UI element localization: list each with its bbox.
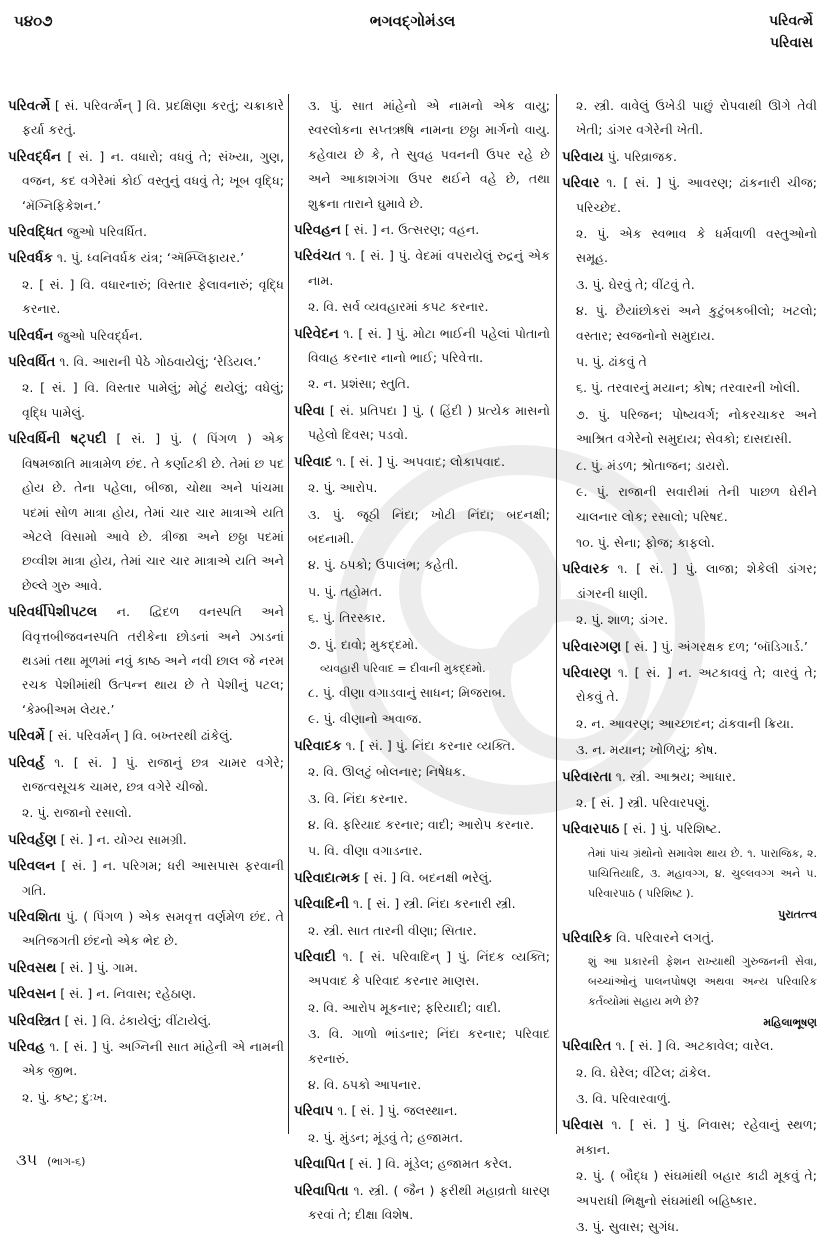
dictionary-entry (294, 734, 550, 758)
dictionary-entry (562, 635, 817, 659)
entry-headword: પરિવર્ધક (8, 250, 53, 267)
entry-sense: ૨. [ સં. ] વિ. વધારનારું; વિસ્તાર ફેલાવનારું; વૃદ્ધિ કરનાર. (22, 276, 284, 317)
entry-headword: પરિવારગણ (562, 638, 622, 655)
entry-headword: પરિવાદ (294, 453, 333, 470)
entry-definition: ૧. વિ. આરાની પેઠે ગોઠવાયેલું; ‘રેડિયલ.’ (59, 354, 262, 370)
entry-definition: ન. દ્વિદળ વનસ્પતિ અને વિવૃત્તબીજવનસ્પતિ તરીકેના છોડનાં અને ઝાડનાં થડમાં તથા મૂળમાં નવું કાષ્ઠ અને નવી છાલ જે નરમ રચક પેશીમાંથી ઉત્પન્ન થાય છે તે પેશીનું પટલ; ‘કેમ્બીઅમ લેયર.’ (22, 604, 284, 717)
entry-headword: પરિવદ્ધિત (8, 224, 63, 241)
dictionary-entry (8, 751, 284, 800)
entry-headword: પરિવારિત (562, 1038, 612, 1055)
column-middle (294, 94, 550, 1229)
entry-sense: ૩. પું. સુવાસ; સુગંધ. (576, 1219, 680, 1235)
entry-headword: પરિવર્હ (8, 754, 45, 771)
entry-headword: પરિવાદક (294, 737, 342, 754)
dictionary-entry (294, 945, 550, 994)
entry-definition: ૧. [ સં. ] પું. લાજા; શેકેલી ડાંગર; ડાંગરની ધાણી. (576, 561, 817, 601)
entry-definition: ૧. [ સં. ] ન. અટકાવવું તે; વારવું તે; રોકવું તે. (576, 664, 817, 705)
dictionary-entry (8, 145, 284, 218)
entry-sense: ૧૦. પું. સેના; ફોજ; કાફલો. (576, 534, 715, 550)
entry-definition: ૧. પું. ધ્વનિવર્ધક યંત્ર; ‘ઍમ્પ્લિફાયર.’ (56, 250, 245, 266)
entry-headword: પરિવર્ધિત (8, 354, 56, 371)
entry-headword: પરિવાદાત્મક (294, 869, 361, 886)
entry-sense: ૫. વિ. વીણા વગાડનાર. (308, 843, 423, 859)
entry-headword: પરિવહ (8, 1039, 45, 1056)
entry-headword: પરિવર્હણ (8, 831, 57, 848)
entry-definition: [ સં. ] ન. નિવાસ; રહેઠાણ. (60, 986, 197, 1002)
guide-words (769, 10, 813, 54)
entry-definition: ૧. [ સં. ] પું. અપવાદ; લોકાપવાદ. (336, 453, 505, 469)
dictionary-entry (8, 324, 284, 348)
entry-headword: પરિવાય (562, 148, 604, 165)
entry-definition: ૧. [ સં. ] પું. આવરણ; ઢાંકનારી ચીજ; પરિચ્છેદ. (576, 175, 817, 215)
entry-definition: [ સં. પરિવર્ત્મન્ ] વિ. પ્રદક્ષિણા કરતું; ચક્રાકારે ફર્યા કરતું. (22, 98, 284, 138)
entry-definition: ૧. [ સં. ] પું. વેદમાં વપરાયેલું રુદ્રનું એક નામ. (308, 248, 550, 288)
entry-sense: ૫. પું. તહોમત. (308, 583, 383, 599)
entry-sense: ૨. પું. રાજાનો રસાલો. (22, 805, 132, 821)
entry-definition: [ સં. ] વિ. ઢંકાયેલું; વીંટાયેલું. (64, 1012, 212, 1028)
dictionary-entry (8, 724, 284, 748)
entry-definition: [ સં. ] ન. પરિગમ; ધરી આસપાસ ફરવાની ગતિ. (22, 858, 284, 898)
dictionary-entry (294, 1152, 550, 1176)
entry-headword: પરિવર્મે (8, 728, 45, 745)
dictionary-entry (294, 218, 550, 242)
entry-definition: ૧. [ સં. ] પું. જલસ્થાન. (337, 1103, 458, 1119)
book-title: ભગવદ્ગોમંડલ (369, 12, 456, 30)
entry-definition: ૧. [ સં. પરિવાદિન્ ] પું. નિંદક વ્યક્તિ; અપવાદ કે પરિવાદ કરનાર માણસ. (308, 949, 550, 989)
signature-mark: ૩૫ (16, 1150, 38, 1169)
entry-sense: ૩. વિ. પરિવારવાળું. (576, 1091, 671, 1106)
entry-headword: પરિવાદી (294, 949, 336, 965)
entry-headword: પરિવારક (562, 561, 610, 578)
entry-sense: ૨. પું. ( બૌદ્ધ ) સંઘમાંથી બહાર કાઢી મૂકવું તે; અપરાધી ભિક્ષુનો સંઘમાંથી બહિષ્કાર. (576, 1168, 817, 1208)
entry-headword: પરિવારપાઠ (562, 821, 620, 838)
entry-sense: ૨. પું. મુંડન; મૂંડવું તે; હજામત. (308, 1129, 464, 1145)
dictionary-entry (8, 350, 284, 374)
entry-sense: ૨. [ સં. ] સ્ત્રી. પરિવારપણું. (576, 794, 710, 810)
entry-sense: ૨. ન. પ્રશંસા; સ્તુતિ. (308, 376, 410, 392)
entry-sense: ૭. પું. દાવો; મુકદ્દમો. (308, 636, 419, 652)
entry-sense: ૯. પું. વીણાનો અવાજ. (308, 711, 422, 727)
entry-sense: ૨. પું. શાળ; ડાંગર. (576, 612, 669, 628)
entry-sense: ૩. પું. સાત માંહેનો એ નામનો એક વાયુ; સ્વરલોકના સપ્તઋષિ નામના છઠ્ઠા માર્ગનો વાયુ. કહેવાય છે કે, તે સુવહ પવનની ઉપર રહે છે અને આકાશગંગા ઉપર થઈને વહે છે, તથા શુક્રના તારાને ઘુમાવે છે. (308, 98, 550, 211)
entry-sense: ૩. વિ. નિંદા કરનાર. (308, 790, 408, 806)
entry-definition: ૧. [ સં. ] પું. નિંદા કરનાર વ્યક્તિ. (345, 737, 516, 753)
entry-sense: ૮. પું. મંડળ; શ્રોતાજન; ડાયરો. (576, 457, 730, 473)
entry-headword: પરિવારતા (562, 768, 612, 785)
dictionary-entry (294, 244, 550, 293)
entry-definition: [ સં. પરિવર્મન્ ] વિ. બખ્તરથી ઢાંકેલું. (48, 728, 233, 744)
entry-headword: પરિવર્દ્ધન (8, 148, 61, 165)
entry-sense: ૨. પું. આરોપ. (308, 480, 378, 496)
entry-definition: પું. પરિવ્રાજક. (607, 148, 678, 164)
entry-sense: ૯. પું. રાજાની સવારીમાં તેની પાછળ ઘેરીને ચાલનાર લોક; રસાલો; પરિષદ. (576, 484, 817, 524)
quote-source: મહિલાભૂષણ (763, 1016, 817, 1030)
entry-headword: પરિવા (294, 402, 325, 419)
entry-definition: [ સં. ] પું. પરિશિષ્ટ. (623, 821, 722, 837)
entry-sense: ૨. વિ. આરોપ મૂકનાર; ફરિયાદી; વાદી. (308, 999, 502, 1015)
entry-headword: પરિવર્ધીપેશીપટલ (8, 604, 98, 621)
entry-definition: પું. ( પિંગળ ) એક સમવૃત્ત વર્ણમેળ છંદ. તે અતિજગતી છંદનો એક ભેદ છે. (22, 909, 284, 949)
entry-headword: પરિવહન (294, 222, 341, 239)
entry-headword: પરિવાપ (294, 1103, 334, 1120)
dictionary-entry (562, 661, 817, 710)
usage-quote: વ્યવહારી પરિવાદ = દીવાની મુકદ્દમો. (320, 661, 486, 675)
guide-word-last: પરિવાસ (770, 35, 813, 51)
dictionary-entry (8, 427, 284, 598)
entry-headword: પરિવંચત (294, 248, 341, 265)
entry-sense: ૪. પું. ઠપકો; ઉપાલંભ; કહેતી. (308, 557, 459, 573)
entry-sense: ૪. વિ. ફરિયાદ કરનાર; વાદી; આરોપ કરનાર. (308, 816, 534, 832)
entry-sense: ૮. પું. વીણા વગાડવાનું સાધન; મિજરાબ. (308, 684, 506, 700)
entry-sense: ૨. સ્ત્રી. સાત તારની વીણા; સિતાર. (308, 922, 477, 938)
dictionary-entry (562, 145, 817, 169)
dictionary-entry (8, 905, 284, 954)
entry-headword: પરિવશિતા (8, 909, 61, 925)
entry-sense: ૨. પું. એક સ્વભાવ કે ધર્મવાળી વસ્તુઓનો સમૂહ. (576, 226, 817, 266)
entry-sense: ૨. [ સં. ] વિ. વિસ્તાર પામેલું; મોટું થયેલું; વધેલું; વૃદ્ધિ પામેલું. (22, 380, 284, 420)
entry-headword: પરિવલન (8, 858, 56, 875)
entry-headword: પરિવસન (8, 986, 57, 1003)
entry-headword: પરિવાસ (562, 1117, 604, 1134)
entry-sense: ૨. ન. આવરણ; આચ્છાદન; ઢાંકવાની ક્રિયા. (576, 715, 794, 731)
entry-definition: [ સં. ] પું. ગામ. (60, 959, 138, 975)
entry-definition: [ સં. ] ન. ઉત્સરણ; વહન. (344, 222, 480, 238)
usage-quote: તેમાં પાંચ ગ્રંથોનો સમાવેશ થાય છે. ૧. પારાજિક, ૨. પાચિત્તિયાદિ, ૩. મહાવગ્ગ, ૪. ચુલ્લવગ્ગ અને ૫. પરિવારપાઠ ( પરિશિષ્ટ ). (588, 846, 817, 900)
entry-definition: [ સં. ] વિ. મૂંડેલ; હજામત કરેલ. (349, 1156, 513, 1172)
dictionary-entry (562, 1034, 817, 1058)
entry-headword: પરિવર્ત્મે (8, 98, 51, 114)
column-divider (288, 94, 289, 1134)
dictionary-entry (562, 926, 817, 950)
dictionary-entry (8, 94, 284, 143)
entry-definition: ૧. [ સં. ] વિ. અટકાવેલ; વારેલ. (615, 1038, 774, 1054)
entry-sense: ૭. પું. પરિજન; પોષ્યવર્ગ; નોકરચાકર અને આશ્રિત વગેરેનો સમુદાય; સેવકો; દાસદાસી. (576, 406, 817, 447)
entry-headword: પરિવસ્ત્રિત (8, 1012, 61, 1029)
column-right (562, 94, 817, 1241)
page-number: ૫૪૦૭ (14, 12, 53, 30)
entry-sense: ૩. ન. મયાન; ખોળિયું; કોષ. (576, 742, 718, 758)
dictionary-entry (562, 171, 817, 220)
entry-headword: પરિવસથ (8, 959, 57, 976)
entry-headword: પરિવારણ (562, 664, 612, 681)
entry-definition: ૧. સ્ત્રી. આશ્રય; આધાર. (615, 768, 736, 784)
entry-sense: ૬. પું. તિરસ્કાર. (308, 610, 386, 626)
entry-definition: [ સં. ] ન. વધારો; વધવું તે; સંખ્યા, ગુણ, વજન, કદ વગેરેમાં કોઈ વસ્તુનું વધવું તે; ખૂબ વૃદ્ધિ; ‘મૅગ્નિફિકેશન.’ (22, 148, 284, 213)
dictionary-entry (8, 956, 284, 980)
entry-sense: ૨. વિ. ઘેરેલ; વીંટેલ; ઢાંકેલ. (576, 1064, 711, 1080)
dictionary-entry (294, 1099, 550, 1123)
entry-definition: [ સં. ] ન. યોગ્ય સામગ્રી. (60, 831, 187, 847)
dictionary-entry (8, 854, 284, 903)
entry-sense: ૩. વિ. ગાળો ભાંડનાર; નિંદા કરનાર; પરિવાદ કરનારું. (308, 1026, 550, 1066)
dictionary-entry (562, 765, 817, 789)
entry-definition: ૧. [ સં. ] પું. અગ્નિની સાત માંહેની એ નામની એક જીભ. (22, 1039, 284, 1079)
dictionary-entry (294, 399, 550, 448)
entry-headword: પરિવાપિતા (294, 1182, 349, 1199)
entry-definition: જુઓ પરિવર્દ્ધન. (57, 327, 143, 343)
dictionary-entry (294, 892, 550, 916)
entry-headword: પરિવર્ધિની ષટ્પદી (8, 431, 107, 448)
entry-definition: ૧. [ સં. ] પું. રાજાનું છત્ર ચામર વગેરે; રાજત્વસૂચક ચામર, છત્ર વગેરે ચીજો. (22, 754, 284, 794)
entry-sense: ૫. પું. ઢાંકવું તે (576, 354, 647, 370)
dictionary-entry (8, 600, 284, 722)
entry-definition: વિ. પરિવારને લગતું. (616, 929, 715, 945)
entry-definition: ૧. [ સં. ] પું. નિવાસ; રહેવાનું સ્થળ; મકાન. (576, 1117, 817, 1157)
entry-definition: જુઓ પરિવર્ધિત. (66, 224, 147, 240)
entry-headword: પરિવર્ધન (8, 327, 54, 344)
dictionary-entry (8, 220, 284, 244)
entry-definition: ૧. સ્ત્રી. ( જૈન ) ફરીથી મહાવ્રતો ધારણ કરવાં તે; દીક્ષા વિશેષ. (308, 1182, 550, 1223)
entry-sense: ૨. પું. કષ્ટ; દુઃખ. (22, 1089, 108, 1105)
entry-sense: ૨. સ્ત્રી. વાવેલું ઉખેડી પાછું રોપવાથી ઊગે તેવી ખેતી; ડાંગર વગેરેની ખેતી. (576, 98, 817, 138)
entry-definition: ૧. [ સં. ] સ્ત્રી. નિંદા કરનારી સ્ત્રી. (353, 896, 516, 912)
dictionary-entry (8, 982, 284, 1006)
entry-sense: ૪. વિ. ઠપકો આપનાર. (308, 1077, 422, 1093)
guide-word-first: પરિવર્ત્મે (769, 13, 813, 29)
quote-source: પુરાતત્ત્વ (778, 907, 817, 921)
column-divider (556, 94, 557, 1134)
volume-label: (ભાગ-૬) (47, 1155, 86, 1168)
usage-quote: શું આ પ્રકારની ફેશન રાખ્યાથી ગુરુજનની સેવા, બચ્ચાંઓનું પાલનપોષણ અથવા અન્ય પરિવારિક કર્તવ્યોમાં સહાય મળે છે? (588, 955, 817, 1009)
dictionary-entry (8, 1035, 284, 1084)
footer (16, 1150, 85, 1170)
dictionary-entry (562, 1113, 817, 1162)
entry-headword: પરિવેદન (294, 325, 339, 342)
dictionary-entry (8, 246, 284, 270)
entry-headword: પરિવારિક (562, 929, 613, 946)
dictionary-entry (294, 1179, 550, 1228)
entry-definition: [ સં. પ્રતિપદા ] પું. ( હિંદી ) પ્રત્યેક માસનો પહેલો દિવસ; પડવો. (308, 402, 550, 443)
dictionary-entry (294, 322, 550, 371)
entry-definition: ૧. [ સં. ] પું. મોટા ભાઈની પહેલાં પોતાનો વિવાહ કરનાર નાનો ભાઈ; પરિવેત્તા. (308, 325, 550, 366)
entry-sense: ૨. વિ. સર્વ વ્યવહારમાં કપટ કરનાર. (308, 299, 489, 315)
entry-sense: ૨. વિ. ઊલટું બોલનાર; નિષેધક. (308, 764, 466, 780)
entry-definition: [ સં. ] પું. ( પિંગળ ) એક વિષમજાતિ માત્રામેળ છંદ. તે કર્ણાટકી છે. તેમાં છ પદ હોય છે. તેના પહેલા, બીજા, ચોથા અને પાંચમા પદમાં સોળ માત્રા હોય, તેમાં ચાર ચાર માત્રાએ યતિ એટલે વિસામો આવે છે. ત્રીજા અને છઠ્ઠા પદમાં છવ્વીશ માત્રા હોય, તેમાં ચાર ચાર માત્રાએ યતિ અને છેલ્લે ગુરુ આવે. (22, 431, 284, 593)
entry-sense: ૪. પું. છૈયાંછોકરાં અને કુટુંબકબીલો; ખટલો; વસ્તાર; સ્વજનોનો સમુદાય. (576, 303, 817, 343)
entry-definition: [ સં. ] વિ. બદનક્ષી ભરેલું. (364, 869, 493, 885)
column-left (8, 94, 284, 1112)
dictionary-entry (8, 1009, 284, 1033)
entry-sense: ૬. પું. તરવારનું મયાન; કોષ; તરવારની ખોલી. (576, 380, 801, 396)
dictionary-entry (294, 450, 550, 474)
entry-definition: [ સં. ] પું. અંગરક્ષક દળ; ‘બૉડિગાર્ડ.’ (625, 638, 808, 654)
dictionary-entry (294, 866, 550, 890)
entry-headword: પરિવાર (562, 175, 600, 192)
entry-sense: ૩. પું. જૂઠી નિંદા; ખોટી નિંદા; બદનક્ષી; બદનામી. (308, 506, 550, 546)
entry-headword: પરિવાપિત (294, 1156, 346, 1173)
dictionary-entry (8, 828, 284, 852)
entry-headword: પરિવાદિની (294, 896, 350, 913)
dictionary-entry (562, 557, 817, 606)
entry-sense: ૩. પું. ઘેરવું તે; વીંટવું તે. (576, 276, 695, 292)
dictionary-entry (562, 817, 817, 841)
